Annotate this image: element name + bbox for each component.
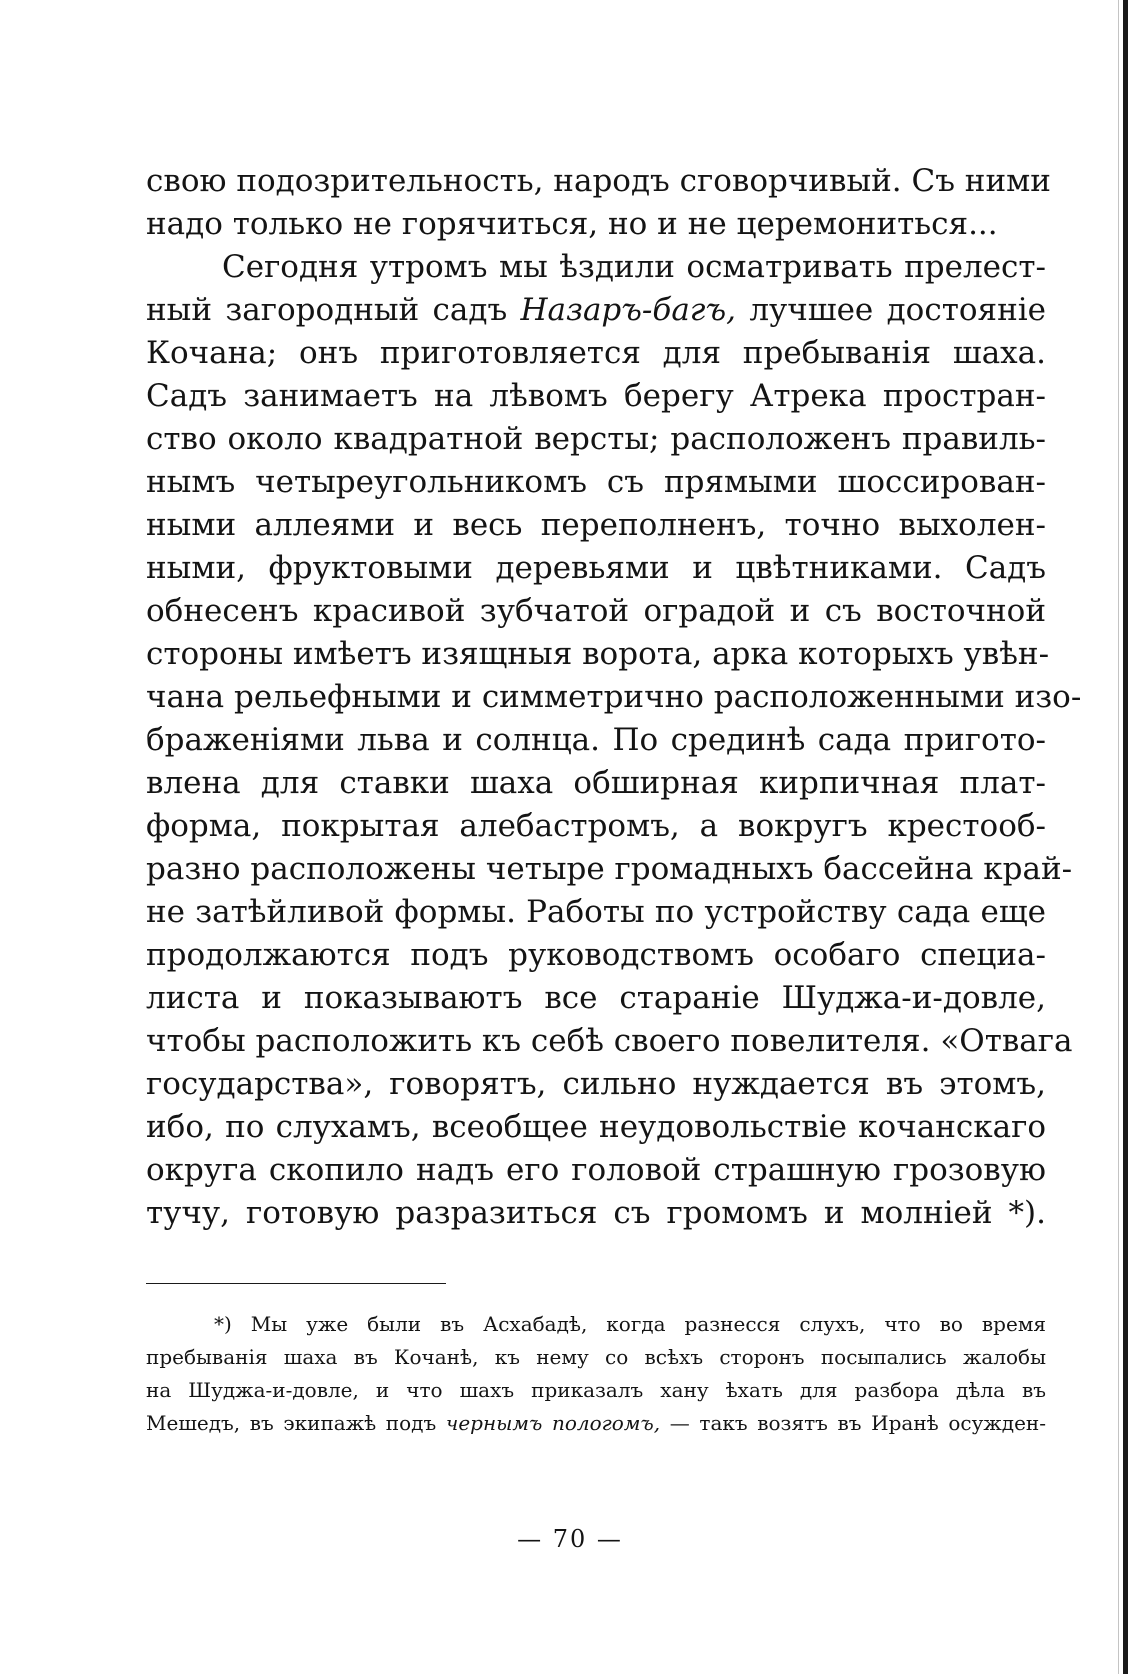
- text-line: ство около квадратной версты; расположенъ правиль-: [146, 421, 1046, 457]
- text-line: Кочана; онъ приготовляется для пребыванія шаха.: [146, 335, 1046, 371]
- text-line: государства», говорятъ, сильно нуждается въ этомъ,: [146, 1066, 1046, 1102]
- text-line: ными аллеями и весь переполненъ, точно выхолен-: [146, 507, 1046, 543]
- paragraph-start-line: Сегодня утромъ мы ѣздили осматривать прелест-: [222, 249, 1046, 285]
- text-line: тучу, готовую разразиться съ громомъ и молніей *).: [146, 1195, 1046, 1231]
- text-run: лучшее достояніе: [749, 292, 1046, 328]
- text-run: — такъ возятъ въ Иранѣ осужден-: [669, 1411, 1046, 1435]
- footnote-italic-phrase: чернымъ пологомъ,: [445, 1411, 661, 1435]
- text-line: чтобы расположить къ себѣ своего повелителя. «Отвага: [146, 1023, 1073, 1059]
- text-line: обнесенъ красивой зубчатой оградой и съ восточной: [146, 593, 1046, 629]
- text-line: продолжаются подъ руководствомъ особаго специа-: [146, 937, 1046, 973]
- footnote-line: *) Мы уже были въ Асхабадѣ, когда разнесся слухъ, что во время: [214, 1312, 1046, 1336]
- text-line: ибо, по слухамъ, всеобщее неудовольствіе кочанскаго: [146, 1109, 1046, 1145]
- main-text-block: [146, 160, 1082, 1235]
- text-line: надо только не горячиться, но и не церемониться...: [146, 206, 998, 242]
- text-line: браженіями льва и солнца. По срединѣ сада пригото-: [146, 722, 1046, 758]
- footnote-line: на Шуджа-и-довле, и что шахъ приказалъ хану ѣхать для разбора дѣла въ: [146, 1378, 1046, 1402]
- text-line: не затѣйливой формы. Работы по устройству сада еще: [146, 894, 1046, 930]
- text-line: нымъ четыреугольникомъ съ прямыми шоссирован-: [146, 464, 1046, 500]
- text-line: ными, фруктовыми деревьями и цвѣтниками. Садъ: [146, 550, 1046, 586]
- text-line: разно расположены четыре громадныхъ бассейна край-: [146, 851, 1073, 887]
- footnote-line-with-italic: [146, 1407, 1046, 1440]
- text-line: Садъ занимаетъ на лѣвомъ берегу Атрека простран-: [146, 378, 1046, 414]
- text-line: влена для ставки шаха обширная кирпичная плат-: [146, 765, 1046, 801]
- text-line: листа и показываютъ все стараніе Шуджа-и-довле,: [146, 980, 1046, 1016]
- text-line: форма, покрытая алебастромъ, а вокругъ крестооб-: [146, 808, 1046, 844]
- footnote-separator: [146, 1283, 446, 1284]
- text-line: чана рельефными и симметрично расположенными изо-: [146, 679, 1082, 715]
- text-line: стороны имѣетъ изящныя ворота, арка которыхъ увѣн-: [146, 636, 1050, 672]
- text-line: округа скопило надъ его головой страшную грозовую: [146, 1152, 1046, 1188]
- text-run: Мешедъ, въ экипажѣ подъ: [146, 1411, 437, 1435]
- text-line-with-italic: [146, 289, 1046, 332]
- footnote-line: пребыванія шаха въ Кочанѣ, къ нему со всѣхъ сторонъ посыпались жалобы: [146, 1345, 1046, 1369]
- text-run: ный загородный садъ: [146, 292, 508, 328]
- text-line: свою подозрительность, народъ сговорчивый. Съ ними: [146, 163, 1051, 199]
- footnote-block: [146, 1308, 1046, 1440]
- garden-name-italic: Назаръ-багъ,: [520, 292, 736, 328]
- page-number: — 70 —: [517, 1525, 623, 1553]
- page-edge-line: [1123, 0, 1128, 1674]
- page-edge-shadow: [1118, 0, 1119, 1674]
